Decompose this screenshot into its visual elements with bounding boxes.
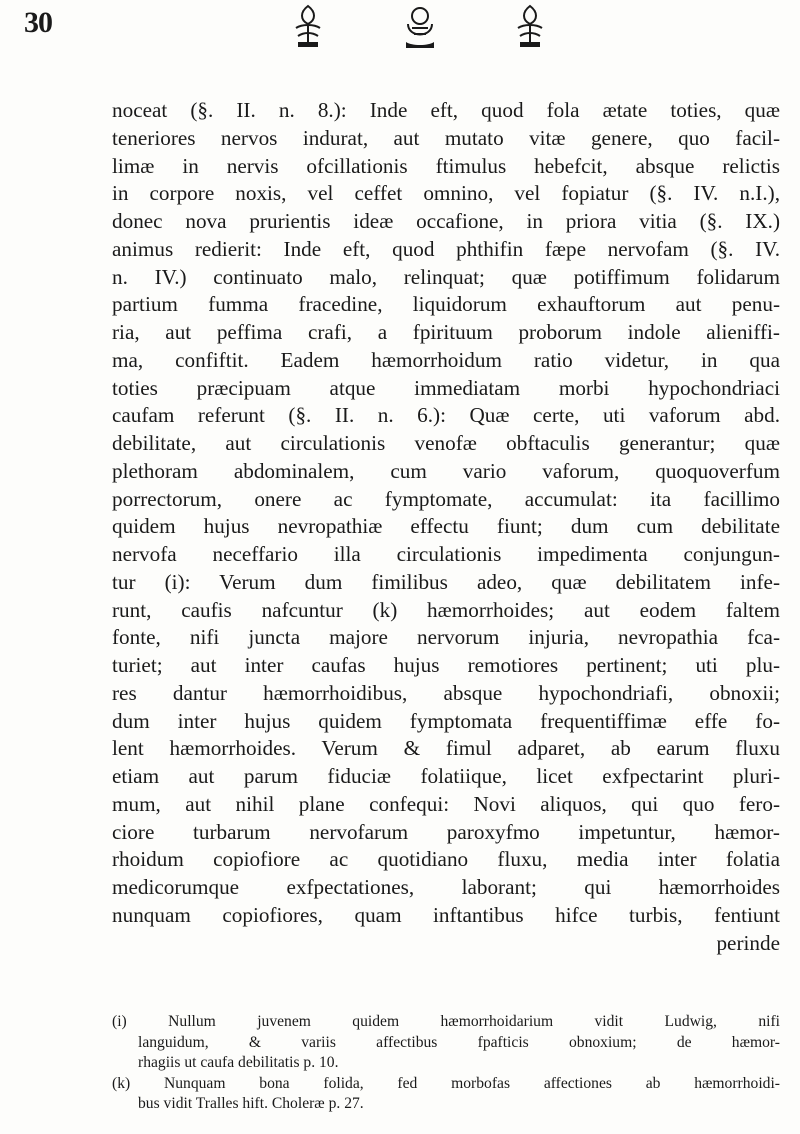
text-line: toties præcipuam atque immediatam morbi hypochondriaci bbox=[112, 375, 780, 400]
text-line: tur (i): Verum dum fimilibus adeo, quæ debilitatem infe- bbox=[112, 569, 780, 594]
text-line: runt, caufis nafcuntur (k) hæmorrhoides; aut eodem faltem bbox=[112, 597, 780, 622]
text-line: nunquam copiofiores, quam inftantibus hifce turbis, fentiunt bbox=[112, 902, 780, 927]
header-ornaments bbox=[290, 2, 550, 52]
text-line: rhoidum copiofiore ac quotidiano fluxu, media inter folatia bbox=[112, 847, 780, 872]
text-line: noceat (§. II. n. 8.): Inde eft, quod fola ætate toties, quæ bbox=[112, 98, 780, 122]
text-line: lent hæmorrhoides. Verum & fimul adparet, ab earum fluxu bbox=[112, 736, 780, 761]
text-line: n. IV.) continuato malo, relinquat; quæ potiffimum folidarum bbox=[112, 264, 780, 289]
footnote-marker: (i) bbox=[112, 1013, 127, 1030]
text-line: plethoram abdominalem, cum vario vaforum, quoquoverfum bbox=[112, 458, 780, 483]
text-line: res dantur hæmorrhoidibus, absque hypochondriafi, obnoxii; bbox=[112, 680, 780, 705]
footnote-marker: (k) bbox=[112, 1074, 131, 1092]
footnote-k-line: bus vidit Tralles hift. Choleræ p. 27. bbox=[138, 1095, 364, 1112]
fleuron-icon bbox=[290, 2, 326, 50]
text-line: nervofa neceffario illa circulationis impedimenta conjungun- bbox=[112, 542, 780, 566]
page-number: 30 bbox=[24, 6, 52, 39]
text-line: caufam referunt (§. II. n. 6.): Quæ certe, uti vaforum abd. bbox=[112, 403, 780, 428]
text-line: debilitate, aut circulationis venofæ obftaculis generantur; quæ bbox=[112, 431, 780, 455]
text-line: ciore turbarum nervofarum paroxyfmo impetuntur, hæmor- bbox=[112, 819, 780, 844]
catchword: perinde bbox=[716, 930, 780, 955]
text-line: medicorumque exfpectationes, laborant; qui hæmorrhoides bbox=[112, 875, 780, 899]
text-line: dum inter hujus quidem fymptomata frequentiffimæ effe fo- bbox=[112, 708, 780, 733]
text-line: quidem hujus nevropathiæ effectu fiunt; dum cum debilitate bbox=[112, 514, 780, 539]
fleuron-icon bbox=[512, 2, 548, 50]
text-line: ma, confiftit. Eadem hæmorrhoidum ratio videtur, in qua bbox=[112, 347, 780, 372]
text-line: donec nova prurientis ideæ occafione, in priora vitia (§. IX.) bbox=[112, 209, 780, 233]
footnotes bbox=[112, 1012, 780, 1115]
text-line: porrectorum, onere ac fymptomate, accumulat: ita facillimo bbox=[112, 486, 780, 511]
footnote-i-line: rhagiis ut caufa debilitatis p. 10. bbox=[138, 1054, 339, 1071]
footnote-text: Nullum juvenem quidem hæmorrhoidarium vidit Ludwig, nifi bbox=[168, 1013, 780, 1030]
text-line: animus redierit: Inde eft, quod phthifin fæpe nervofam (§. IV. bbox=[112, 236, 780, 261]
footnote-text: Nunquam bona folida, fed morbofas affectiones ab hæmorrhoidi- bbox=[163, 1074, 780, 1092]
main-text bbox=[112, 97, 780, 957]
crest-icon bbox=[400, 2, 440, 50]
footnote-i-line: languidum, & variis affectibus fpafticis obnoxium; de hæmor- bbox=[138, 1033, 780, 1051]
text-line: etiam aut parum fiduciæ folatiique, licet exfpectarint pluri- bbox=[112, 764, 780, 788]
text-line: in corpore noxis, vel ceffet omnino, vel fopiatur (§. IV. n.I.), bbox=[112, 181, 780, 206]
text-line: teneriores nervos indurat, aut mutato vitæ genere, quo facil- bbox=[112, 125, 780, 150]
text-line: limæ in nervis ofcillationis ftimulus hebefcit, absque relictis bbox=[112, 153, 780, 178]
text-line: turiet; aut inter caufas hujus remotiores pertinent; uti plu- bbox=[112, 653, 780, 677]
text-line: mum, aut nihil plane confequi: Novi aliquos, qui quo fero- bbox=[112, 791, 780, 816]
footnote-i-line bbox=[112, 1012, 780, 1033]
text-line: partium fumma fracedine, liquidorum exhauftorum aut penu- bbox=[112, 292, 780, 317]
text-line: fonte, nifi juncta majore nervorum injuria, nevropathia fca- bbox=[112, 625, 780, 650]
footnote-k-line bbox=[112, 1074, 780, 1095]
text-line: ria, aut peffima crafi, a fpirituum proborum indole alieniffi- bbox=[112, 320, 780, 344]
